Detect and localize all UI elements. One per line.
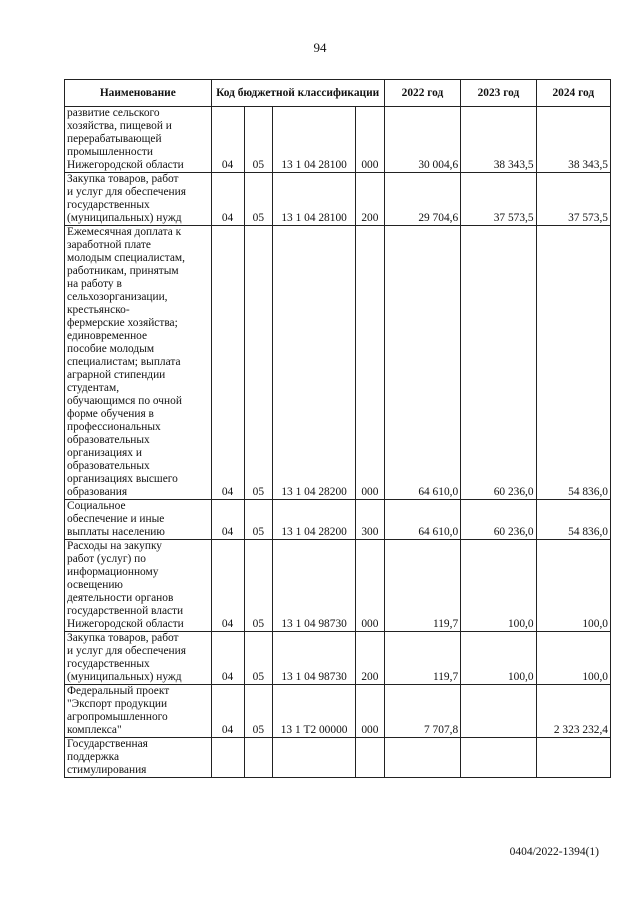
row-name-cell [65,738,212,778]
code-target-article: 13 1 04 28200 [273,226,356,500]
budget-table [64,79,611,778]
code-target-article: 13 1 04 28100 [273,107,356,173]
code-target-article [273,738,356,778]
amount-2023: 100,0 [461,540,536,632]
amount-2024: 2 323 232,4 [536,685,610,738]
code-section: 04 [211,540,244,632]
header-2023: 2023 год [461,80,536,107]
row-name-cell [65,226,212,500]
code-subsection: 05 [244,500,273,540]
amount-2024: 37 573,5 [536,173,610,226]
amount-2024: 100,0 [536,540,610,632]
amount-2023: 38 343,5 [461,107,536,173]
row-name-cell [65,632,212,685]
amount-2022: 64 610,0 [384,226,460,500]
table-row [65,173,611,226]
header-2024: 2024 год [536,80,610,107]
code-target-article: 13 1 04 98730 [273,540,356,632]
code-target-article: 13 1 04 98730 [273,632,356,685]
header-name: Наименование [65,80,212,107]
amount-2023: 37 573,5 [461,173,536,226]
code-expense-type [356,738,385,778]
amount-2022 [384,738,460,778]
code-expense-type: 000 [356,540,385,632]
code-section: 04 [211,685,244,738]
amount-2022: 30 004,6 [384,107,460,173]
amount-2024: 54 836,0 [536,500,610,540]
code-section: 04 [211,107,244,173]
amount-2023 [461,738,536,778]
row-name: Закупка товаров, работ и услуг для обеспечения государственных (муниципальных) нужд [67,173,186,224]
amount-2024: 54 836,0 [536,226,610,500]
amount-2023: 60 236,0 [461,226,536,500]
table-row [65,107,611,173]
row-name-cell [65,540,212,632]
code-section: 04 [211,632,244,685]
table-row [65,226,611,500]
amount-2022: 29 704,6 [384,173,460,226]
code-subsection: 05 [244,632,273,685]
code-target-article: 13 1 04 28100 [273,173,356,226]
amount-2022: 7 707,8 [384,685,460,738]
table-row [65,738,611,778]
table-row [65,632,611,685]
code-subsection: 05 [244,685,273,738]
code-section [211,738,244,778]
code-section: 04 [211,500,244,540]
amount-2022: 119,7 [384,540,460,632]
row-name: Расходы на закупку работ (услуг) по информационному освещению деятельности органов государственной власти Нижегородской области [67,540,184,630]
header-budget-code: Код бюджетной классификации [211,80,384,107]
code-subsection: 05 [244,226,273,500]
code-section: 04 [211,173,244,226]
amount-2023: 100,0 [461,632,536,685]
amount-2024 [536,738,610,778]
row-name-cell [65,500,212,540]
code-subsection: 05 [244,173,273,226]
amount-2022: 64 610,0 [384,500,460,540]
header-2022: 2022 год [384,80,460,107]
row-name: Государственная поддержка стимулирования [67,738,148,776]
document-id: 0404/2022-1394(1) [509,846,599,858]
amount-2024: 100,0 [536,632,610,685]
row-name: Социальное обеспечение и иные выплаты населению [67,500,165,538]
row-name: Ежемесячная доплата к заработной плате молодым специалистам, работникам, принятым на работу в сельхозорганизации, крестьянско- фермерские хозяйства; единовременное пособие молодым специалистам; выплата аграрной стипендии студентам, обучающимся по очной форме обучения в профессиональных образовательных организациях и образовательных организациях высшего образования [67,226,185,498]
amount-2023: 60 236,0 [461,500,536,540]
amount-2022: 119,7 [384,632,460,685]
code-subsection [244,738,273,778]
amount-2023 [461,685,536,738]
code-expense-type: 000 [356,226,385,500]
table-row [65,500,611,540]
row-name: Закупка товаров, работ и услуг для обеспечения государственных (муниципальных) нужд [67,632,186,683]
code-expense-type: 000 [356,685,385,738]
row-name-cell [65,685,212,738]
row-name: Федеральный проект "Экспорт продукции агропромышленного комплекса" [67,685,170,736]
code-expense-type: 300 [356,500,385,540]
code-expense-type: 200 [356,173,385,226]
page-number: 94 [313,40,327,55]
table-row [65,540,611,632]
code-expense-type: 000 [356,107,385,173]
row-name: развитие сельского хозяйства, пищевой и перерабатывающей промышленности Нижегородской области [67,107,184,171]
table-row [65,685,611,738]
code-section: 04 [211,226,244,500]
code-subsection: 05 [244,107,273,173]
table-header-row [65,80,611,107]
row-name-cell [65,107,212,173]
code-subsection: 05 [244,540,273,632]
code-target-article: 13 1 Т2 00000 [273,685,356,738]
code-target-article: 13 1 04 28200 [273,500,356,540]
amount-2024: 38 343,5 [536,107,610,173]
row-name-cell [65,173,212,226]
code-expense-type: 200 [356,632,385,685]
